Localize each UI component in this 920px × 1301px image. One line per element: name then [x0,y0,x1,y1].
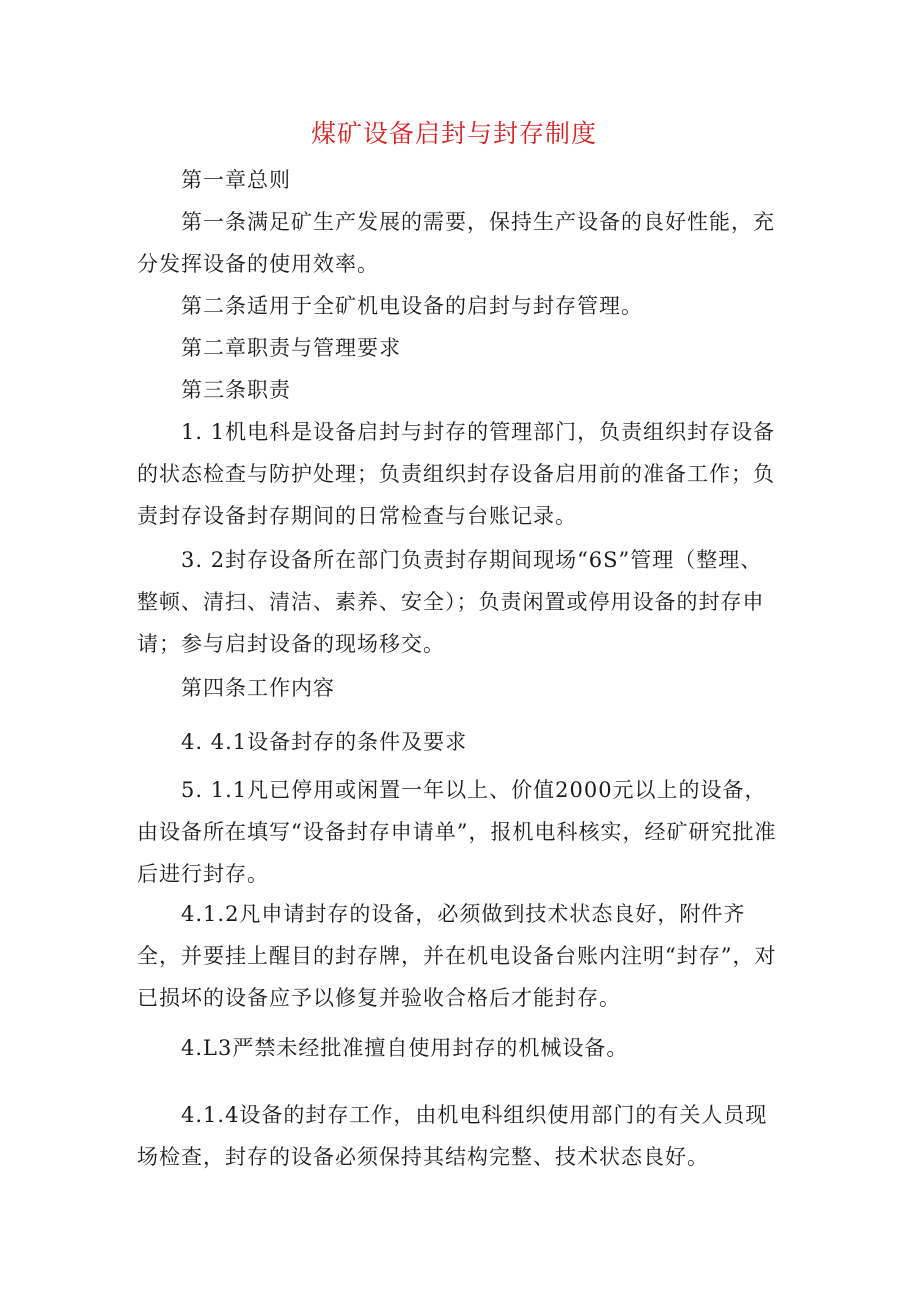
clause-1-1: 1. 1机电科是设备启封与封存的管理部门，负责组织封存设备的状态检查与防护处理；负责组织封存设备启用前的准备工作；负责封存设备封存期间的日常检查与台账记录。 [137,420,776,528]
clause-4-1-4: 4.1.4设备的封存工作，由机电科组织使用部门的有关人员现场检查，封存的设备必须保持其结构完整、技术状态良好。 [137,1103,768,1169]
clause-4-1-1: 5. 1.1凡已停用或闲置一年以上、价值2000元以上的设备，由设备所在填写“设备封存申请单”，报机电科核实，经矿研究批准后进行封存。 [137,778,777,886]
chapter-2-heading: 第二章职责与管理要求 [181,336,401,360]
clause-3-2: 3. 2封存设备所在部门负责封存期间现场“6S”管理（整理、整顿、清扫、清洁、素养、安全）；负责闲置或停用设备的封存申请；参与启封设备的现场移交。 [137,548,765,656]
document-title: 煤矿设备启封与封存制度 [310,119,597,148]
clause-4-1-2: 4.1.2凡申请封存的设备，必须做到技术状态良好，附件齐全，并要挂上醒目的封存牌，并在机电设备台账内注明“封存”，对已损坏的设备应予以修复并验收合格后才能封存。 [137,902,777,1010]
clause-4-1-3: 4.L3严禁未经批准擅自使用封存的机械设备。 [181,1036,629,1060]
article-4-heading: 第四条工作内容 [181,676,335,700]
chapter-1-heading: 第一章总则 [181,168,291,192]
article-1: 第一条满足矿生产发展的需要，保持生产设备的良好性能，充分发挥设备的使用效率。 [137,210,775,276]
article-3-heading: 第三条职责 [181,378,291,402]
clause-4-1: 4. 4.1设备封存的条件及要求 [181,730,468,754]
article-2: 第二条适用于全矿机电设备的启封与封存管理。 [181,294,643,318]
